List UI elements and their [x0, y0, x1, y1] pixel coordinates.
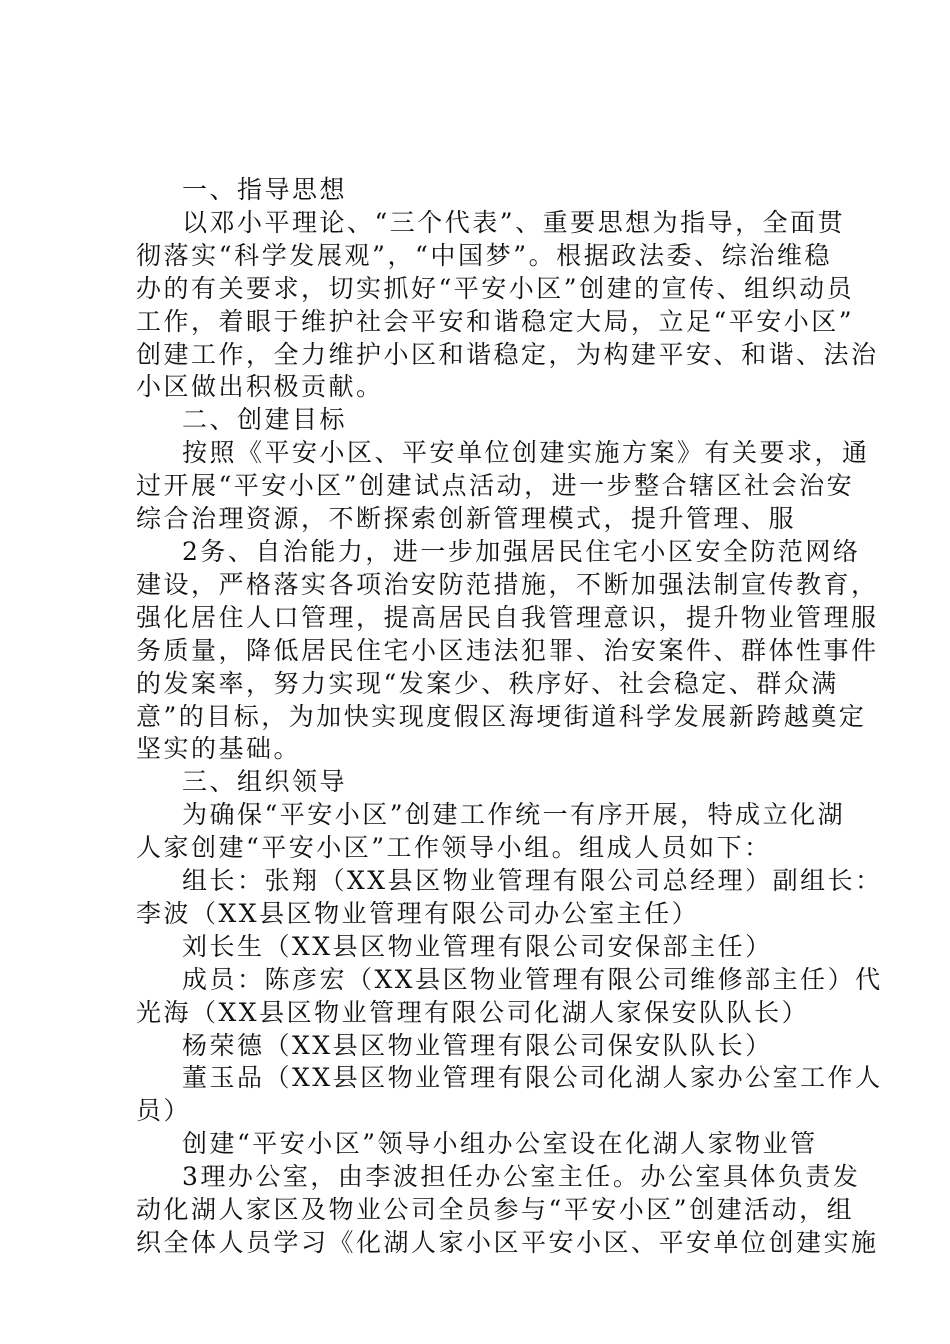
paragraph-member-yang	[136, 1030, 832, 1063]
text-line: 工作，着眼于维护社会平安和谐稳定大局，立足“平安小区”	[136, 306, 855, 336]
text-line: 成员：陈彦宏（XX县区物业管理有限公司维修部主任）代	[182, 964, 883, 994]
text-line: 员）	[136, 1096, 192, 1126]
text-line: 李波（XX县区物业管理有限公司办公室主任）	[136, 898, 700, 928]
paragraph-office-duties	[136, 1161, 879, 1260]
section-heading-guiding-thought: 一、指导思想	[182, 175, 348, 204]
text-line: 综合治理资源，不断探索创新管理模式，提升管理、服	[136, 504, 797, 534]
paragraph-goals-part2	[136, 536, 879, 766]
text-line: 过开展“平安小区”创建试点活动，进一步整合辖区社会治安	[136, 471, 855, 501]
text-line: 组长：张翔（XX县区物业管理有限公司总经理）副组长：	[182, 866, 883, 896]
section-heading-goals: 二、创建目标	[182, 405, 348, 435]
paragraph-member-dong	[136, 1062, 883, 1128]
paragraph-leadership-intro	[136, 799, 846, 865]
text-line: 人家创建“平安小区”工作领导小组。组成人员如下：	[136, 833, 772, 863]
text-line: 强化居住人口管理，提高居民自我管理意识，提升物业管理服	[136, 602, 879, 632]
text-line: 建设，严格落实各项治安防范措施，不断加强法制宣传教育，	[136, 569, 879, 599]
text-line: 坚实的基础。	[136, 734, 302, 764]
text-line: 办的有关要求，切实抓好“平安小区”创建的宣传、组织动员	[136, 273, 855, 303]
paragraph-goals-part1	[136, 437, 870, 536]
text-line: 小区做出积极贡献。	[136, 372, 384, 402]
text-line: 3理办公室，由李波担任办公室主任。办公室具体负责发	[182, 1162, 861, 1192]
text-line: 董玉品（XX县区物业管理有限公司化湖人家办公室工作人	[182, 1063, 883, 1093]
text-line: 创建工作，全力维护小区和谐稳定，为构建平安、和谐、法治	[136, 339, 879, 369]
section-heading-leadership: 三、组织领导	[182, 767, 348, 797]
paragraph-members	[136, 964, 883, 1030]
paragraph-deputy	[136, 931, 832, 964]
text-line: 动化湖人家区及物业公司全员参与“平安小区”创建活动，组	[136, 1195, 855, 1225]
text-line: 织全体人员学习《化湖人家小区平安小区、平安单位创建实施	[136, 1228, 879, 1257]
text-line: 刘长生（XX县区物业管理有限公司安保部主任）	[182, 931, 773, 961]
text-line: 创建“平安小区”领导小组办公室设在化湖人家物业管	[182, 1129, 818, 1159]
text-line: 光海（XX县区物业管理有限公司化湖人家保安队队长）	[136, 997, 810, 1027]
text-line: 以邓小平理论、“三个代表”、重要思想为指导，全面贯	[182, 207, 846, 237]
text-line: 意”的目标，为加快实现度假区海埂街道科学发展新跨越奠定	[136, 701, 867, 731]
text-line: 按照《平安小区、平安单位创建实施方案》有关要求，通	[182, 438, 870, 468]
document-body	[136, 174, 883, 1260]
text-line: 为确保“平安小区”创建工作统一有序开展，特成立化湖	[182, 800, 846, 830]
paragraph-leader	[136, 865, 883, 931]
paragraph-guiding-thought	[136, 207, 879, 404]
text-line: 的发案率，努力实现“发案少、秩序好、社会稳定、群众满	[136, 668, 839, 698]
text-line: 彻落实“科学发展观”，“中国梦”。根据政法委、综治维稳	[136, 240, 832, 270]
text-line: 2务、自治能力，进一步加强居民住宅小区安全防范网络	[182, 536, 861, 566]
text-line: 杨荣德（XX县区物业管理有限公司保安队队长）	[182, 1030, 773, 1060]
paragraph-office	[136, 1128, 832, 1161]
text-line: 务质量，降低居民住宅小区违法犯罪、治安案件、群体性事件	[136, 635, 879, 665]
